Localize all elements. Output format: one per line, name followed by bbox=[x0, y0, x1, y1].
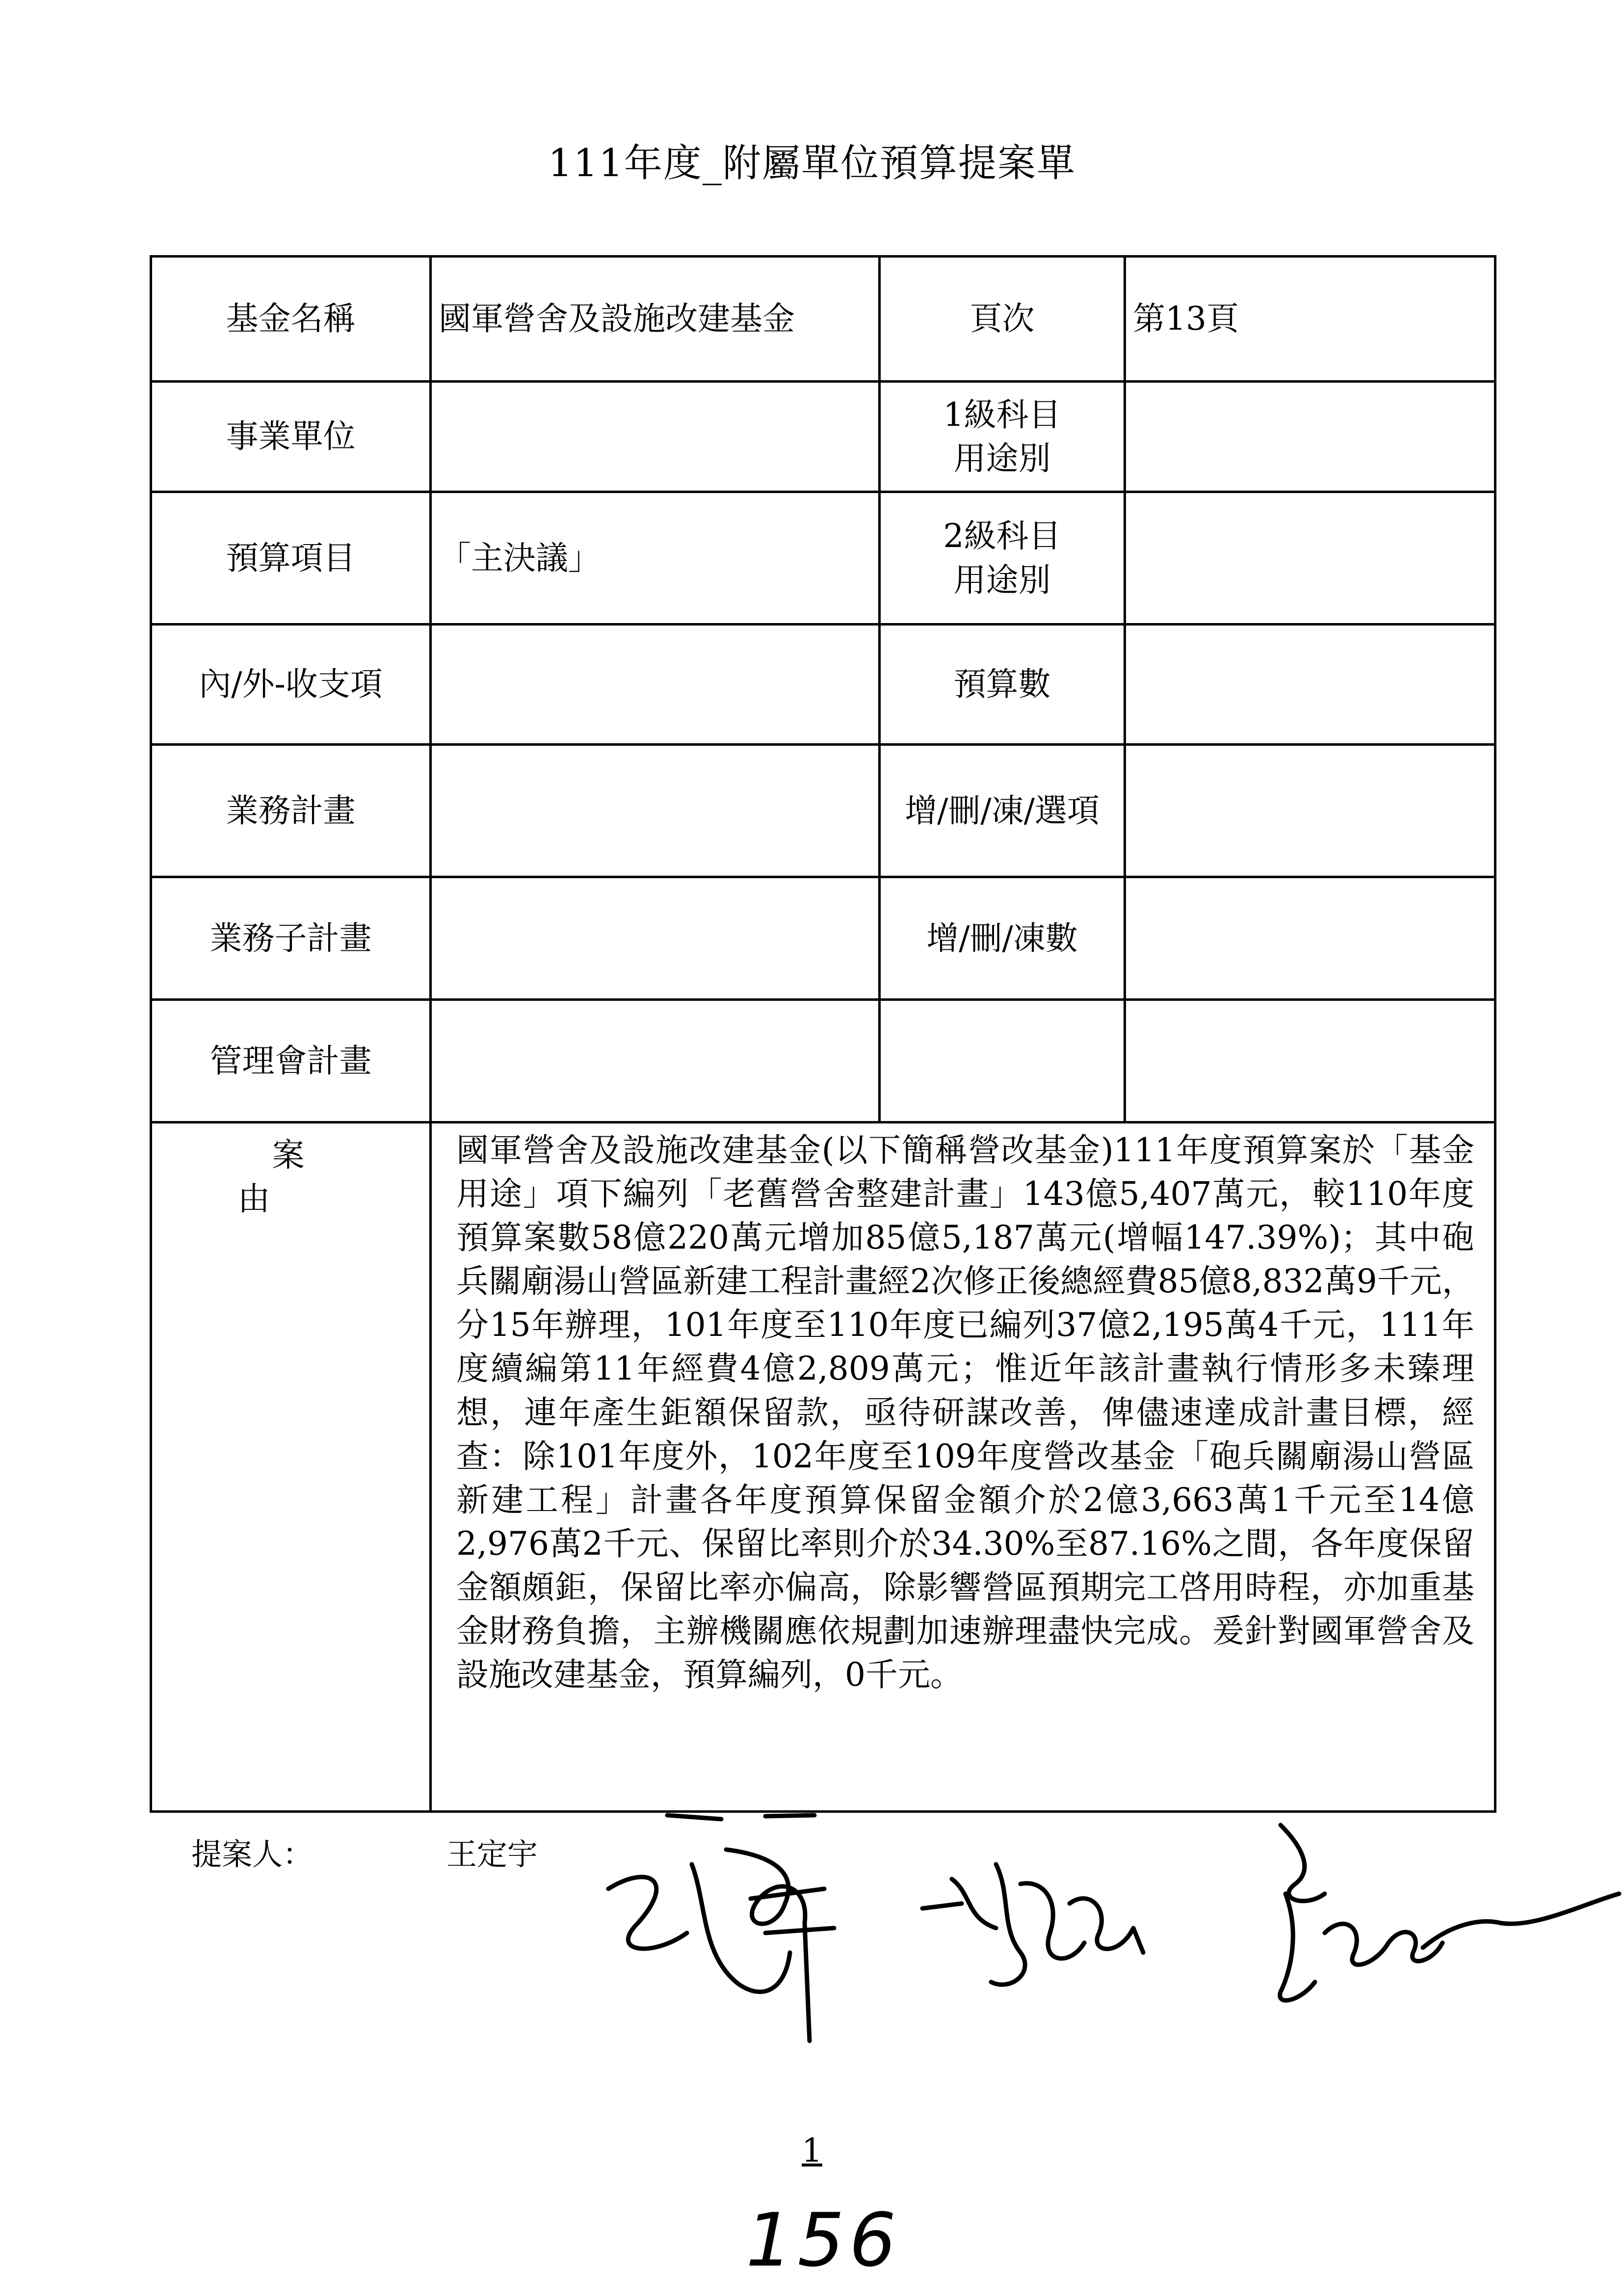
proposer-name: 王定宇 bbox=[446, 1836, 538, 1872]
change-amount-value bbox=[1125, 877, 1495, 1000]
level1-label: 1級科目 用途別 bbox=[880, 382, 1125, 492]
mgmt-plan-extra bbox=[880, 1000, 1125, 1122]
proposal-form bbox=[150, 255, 1496, 1813]
fund-name-label: 基金名稱 bbox=[151, 257, 431, 382]
budget-amount-label: 預算數 bbox=[880, 625, 1125, 745]
fund-name-value: 國軍營舍及設施改建基金 bbox=[431, 257, 880, 382]
reason-text: 國軍營舍及設施改建基金(以下簡稱營改基金)111年度預算案於「基金用途」項下編列「老舊營舍整建計畫」143億5,407萬元，較110年度預算案數58億220萬元增加85億5,187萬元(增幅147.39%)；其中砲兵關廟湯山營區新建工程計畫經2次修正後總經費85億8,832萬9千元，分15年辦理，101年度至110年度已編列37億2,195萬4千元，111年度續編第11年經費4億2,809萬元；惟近年該計畫執行情形多未臻理想，連年產生鉅額保留款，亟待研謀改善，俾儘速達成計畫目標，經查：除101年度外，102年度至109年度營改基金「砲兵關廟湯山營區新建工程」計畫各年度預算保留金額介於2億3,663萬1千元至14億2,976萬2千元、保留比率則介於34.30%至87.16%之間，各年度保留金額頗鉅，保留比率亦偏高，除影響營區預期完工啓用時程，亦加重基金財務負擔，主辦機關應依規劃加速辦理盡快完成。爰針對國軍營舍及設施改建基金，預算編列，0千元。 bbox=[431, 1122, 1495, 1812]
unit-value bbox=[431, 382, 880, 492]
plan-label: 業務計畫 bbox=[151, 745, 431, 877]
subplan-label: 業務子計畫 bbox=[151, 877, 431, 1000]
proposer-label: 提案人： bbox=[191, 1836, 314, 1872]
change-option-label: 增/刪/凍/選項 bbox=[880, 745, 1125, 877]
mgmt-plan-value bbox=[431, 1000, 880, 1122]
change-amount-label: 增/刪/凍數 bbox=[880, 877, 1125, 1000]
mgmt-plan-label: 管理會計畫 bbox=[151, 1000, 431, 1122]
page-title: 111年度_附屬單位預算提案單 bbox=[548, 141, 1076, 185]
budget-amount-value bbox=[1125, 625, 1495, 745]
budget-item-label: 預算項目 bbox=[151, 492, 431, 625]
plan-value bbox=[431, 745, 880, 877]
reason-label: 案由 bbox=[151, 1122, 431, 1812]
page-value: 第13頁 bbox=[1125, 257, 1495, 382]
level1-value bbox=[1125, 382, 1495, 492]
unit-label: 事業單位 bbox=[151, 382, 431, 492]
handwritten-signatures bbox=[579, 1805, 1624, 2061]
inout-label: 內/外-收支項 bbox=[151, 625, 431, 745]
budget-item-value: 「主決議」 bbox=[431, 492, 880, 625]
level2-value bbox=[1125, 492, 1495, 625]
inout-value bbox=[431, 625, 880, 745]
level2-label: 2級科目 用途別 bbox=[880, 492, 1125, 625]
page-label: 頁次 bbox=[880, 257, 1125, 382]
handwritten-page-number: 156 bbox=[746, 2198, 901, 2283]
subplan-value bbox=[431, 877, 880, 1000]
mgmt-plan-extra-value bbox=[1125, 1000, 1495, 1122]
change-option-value bbox=[1125, 745, 1495, 877]
page-number: 1 bbox=[802, 2132, 822, 2169]
